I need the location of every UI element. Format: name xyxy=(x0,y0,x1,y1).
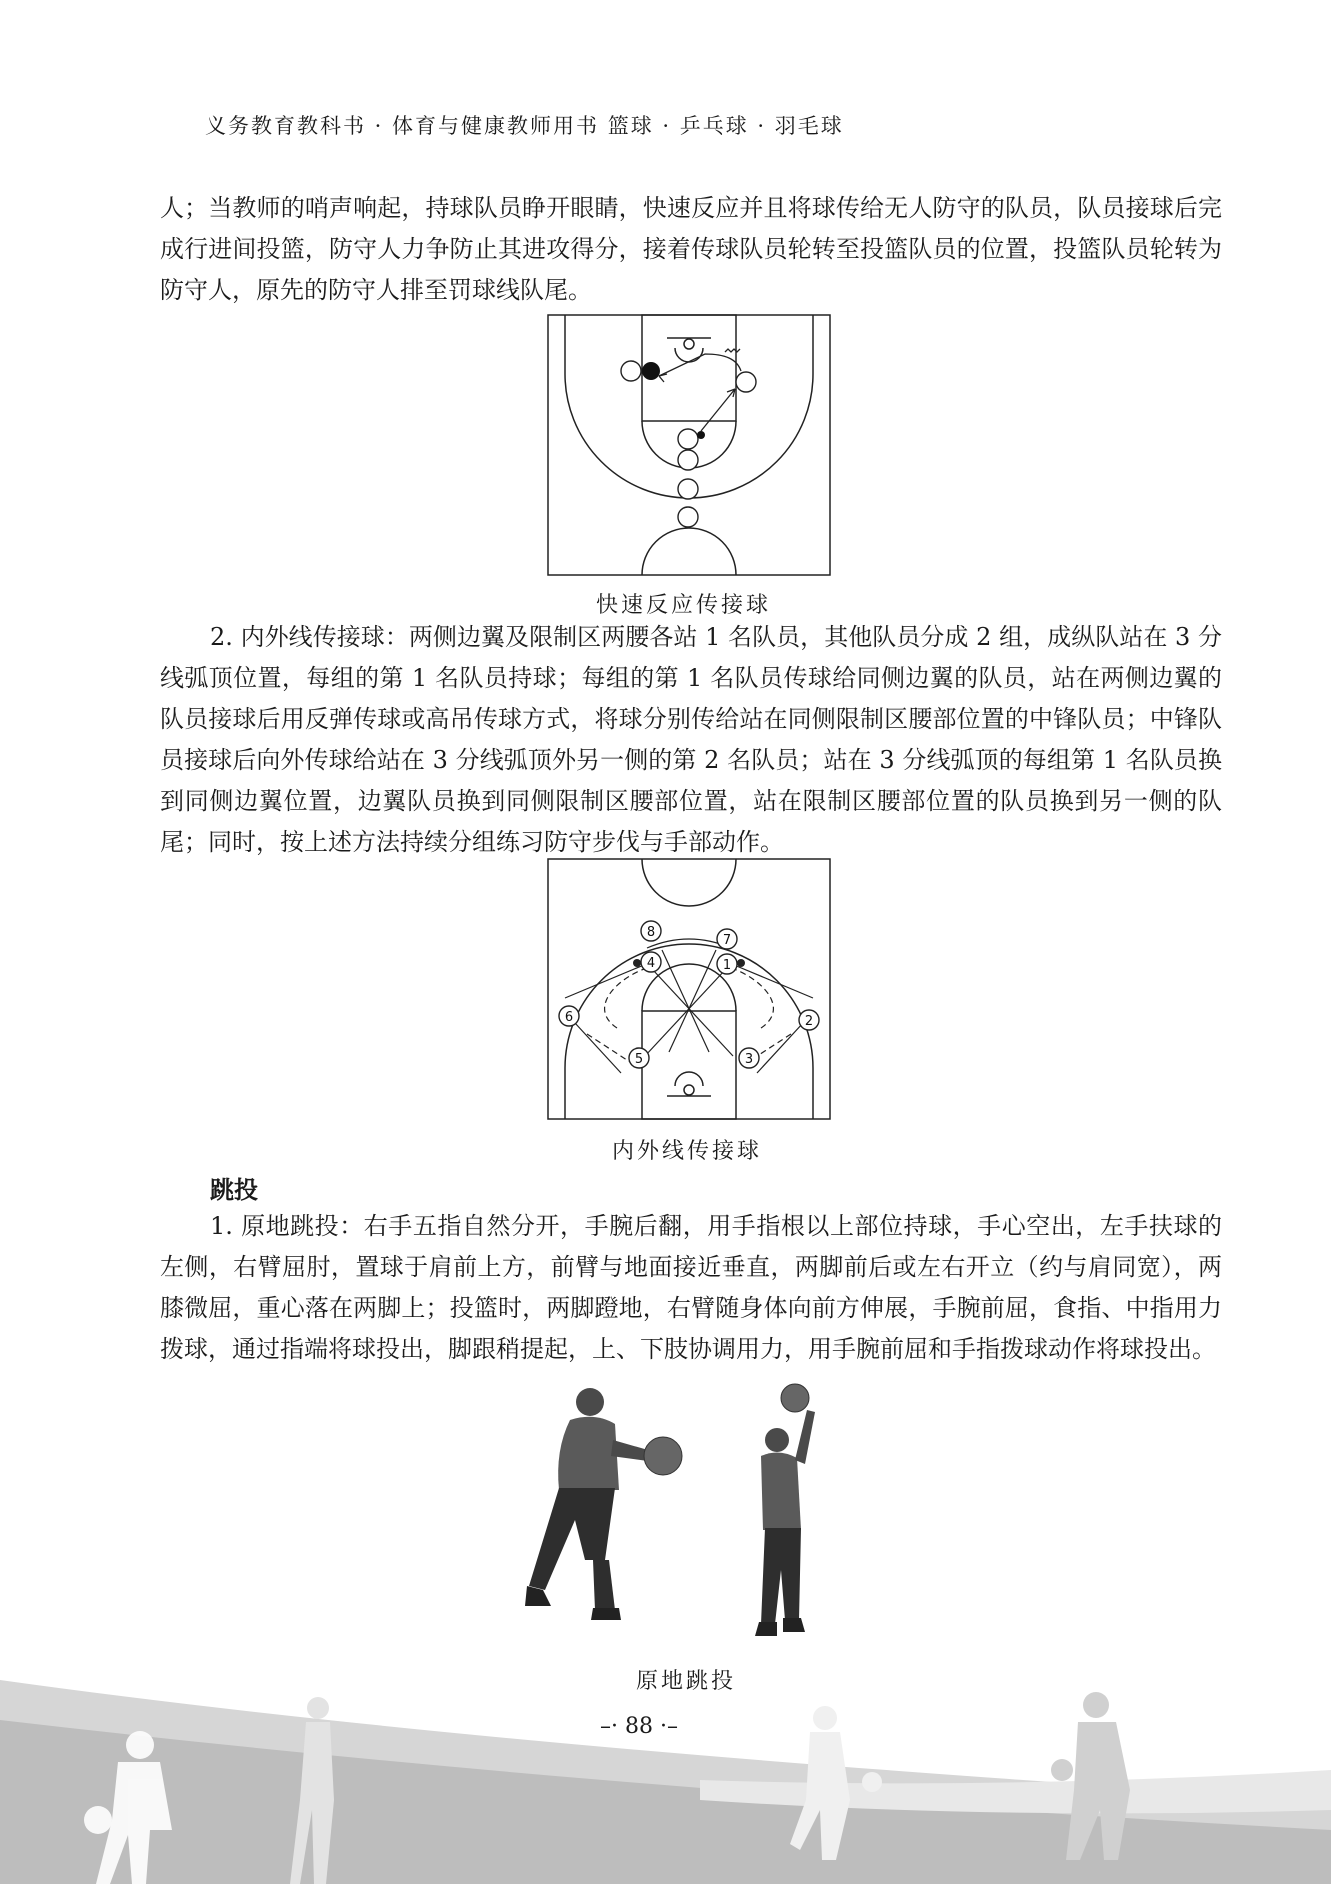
ball-marker xyxy=(737,959,745,967)
player-number: 4 xyxy=(646,956,656,971)
player-left-wing xyxy=(621,361,641,381)
move-line xyxy=(565,962,651,998)
pass-line xyxy=(587,1034,630,1062)
cut-line xyxy=(575,1023,621,1073)
player-legs xyxy=(761,1528,801,1624)
silhouette-head xyxy=(307,1697,329,1719)
player-number: 8 xyxy=(646,925,656,940)
queue-player-4 xyxy=(678,507,698,527)
footer-decoration xyxy=(0,1660,1331,1884)
pass-line xyxy=(731,968,773,1028)
cross-line xyxy=(653,970,733,1056)
running-header: 义务教育教科书 · 体育与健康教师用书 篮球 · 乒乓球 · 羽毛球 xyxy=(205,114,844,138)
pass-line xyxy=(605,968,647,1028)
silhouette-head xyxy=(1083,1692,1109,1718)
silhouette-ball xyxy=(84,1806,112,1834)
player-number: 1 xyxy=(722,958,732,973)
three-point-arc xyxy=(565,944,813,1119)
player-head xyxy=(765,1428,789,1452)
figure-caption-jump-shot: 原地跳投 xyxy=(636,1669,737,1694)
player-number: 5 xyxy=(634,1052,644,1067)
ball-marker xyxy=(633,959,641,967)
silhouette-head xyxy=(813,1706,837,1730)
paragraph-inside-outside: 2. 内外线传接球：两侧边翼及限制区两腰各站 1 名队员，其他队员分成 2 组，成纵队站在 3 分线弧顶位置，每组的第 1 名队员持球；每组的第 1 名队员传球给同侧边翼的队员，站在两侧边翼的队员接球后用反弹传球或高吊传球方式，将球分别传给站在同侧限制区腰部位置的中锋队员；中锋队员接球后向外传球给站在 3 分线弧顶外另一侧的第 2 名队员；站在 3 分线弧顶的每组第 1 名队员换到同侧边翼位置，边翼队员换到同侧限制区腰部位置，站在限制区腰部位置的队员换到另一侧的队尾；同时，按上述方法持续分组练习防守步伐与手部动作。 xyxy=(160,623,1222,856)
dribble-zigzag xyxy=(725,349,740,352)
pass-arrow xyxy=(701,389,735,431)
inside-outside-diagram xyxy=(547,858,831,1120)
player-torso xyxy=(761,1452,801,1530)
move-line xyxy=(727,962,813,998)
page-number: –· 88 ·– xyxy=(600,1714,678,1739)
basket-ring xyxy=(684,1085,694,1095)
figure-caption-quick-reaction: 快速反应传接球 xyxy=(596,593,772,618)
restricted-area xyxy=(642,1011,736,1119)
jump-shot-photo xyxy=(515,1380,885,1650)
paragraph-set-shot: 1. 原地跳投：右手五指自然分开，手腕后翻，用手指根以上部位持球，手心空出，左手扶球的左侧，右臂屈肘，置球于肩前上方，前臂与地面接近垂直，两脚前后或左右开立（约与肩同宽），两膝微屈，重心落在两脚上；投篮时，两脚蹬地，右臂随身体向前方伸展，手腕前屈，食指、中指用力拨球，通过指端将球投出，脚跟稍提起，上、下肢协调用力，用手腕前屈和手指拨球动作将球投出。 xyxy=(160,1212,1222,1363)
court-boundary xyxy=(548,859,830,1119)
player-number: 3 xyxy=(744,1052,754,1067)
ball-marker xyxy=(697,431,705,439)
basketball xyxy=(781,1384,809,1412)
cut-line xyxy=(757,1023,803,1073)
no-charge-arc xyxy=(675,1072,703,1086)
silhouette-ball xyxy=(1051,1759,1073,1781)
player-number: 7 xyxy=(722,933,732,948)
cross-line xyxy=(645,970,725,1056)
player-torso xyxy=(558,1417,619,1490)
figure-caption-inside-outside: 内外线传接球 xyxy=(612,1139,763,1164)
quick-reaction-diagram xyxy=(547,314,831,576)
player-number: 2 xyxy=(804,1014,814,1029)
no-charge-arc xyxy=(675,348,703,362)
silhouette-head xyxy=(126,1731,154,1759)
queue-player-3 xyxy=(678,479,698,499)
paragraph-quick-reaction: 人；当教师的哨声响起，持球队员睁开眼睛，快速反应并且将球传给无人防守的队员，队员接球后完成行进间投篮，防守人力争防止其进攻得分，接着传球队员轮转至投篮队员的位置，投篮队员轮转为防守人，原先的防守人排至罚球线队尾。 xyxy=(160,194,1222,304)
defender-marker xyxy=(642,362,660,380)
center-circle xyxy=(642,859,736,906)
player-arm xyxy=(795,1410,815,1464)
section-heading: 跳投 xyxy=(210,1176,258,1204)
player-right-wing xyxy=(736,372,756,392)
center-circle xyxy=(642,528,736,575)
player-number: 6 xyxy=(564,1010,574,1025)
basketball xyxy=(644,1437,682,1475)
queue-player-1 xyxy=(678,429,698,449)
basket-ring xyxy=(684,339,694,349)
silhouette-ball xyxy=(862,1772,882,1792)
queue-player-2 xyxy=(678,450,698,470)
player-head xyxy=(576,1388,604,1416)
